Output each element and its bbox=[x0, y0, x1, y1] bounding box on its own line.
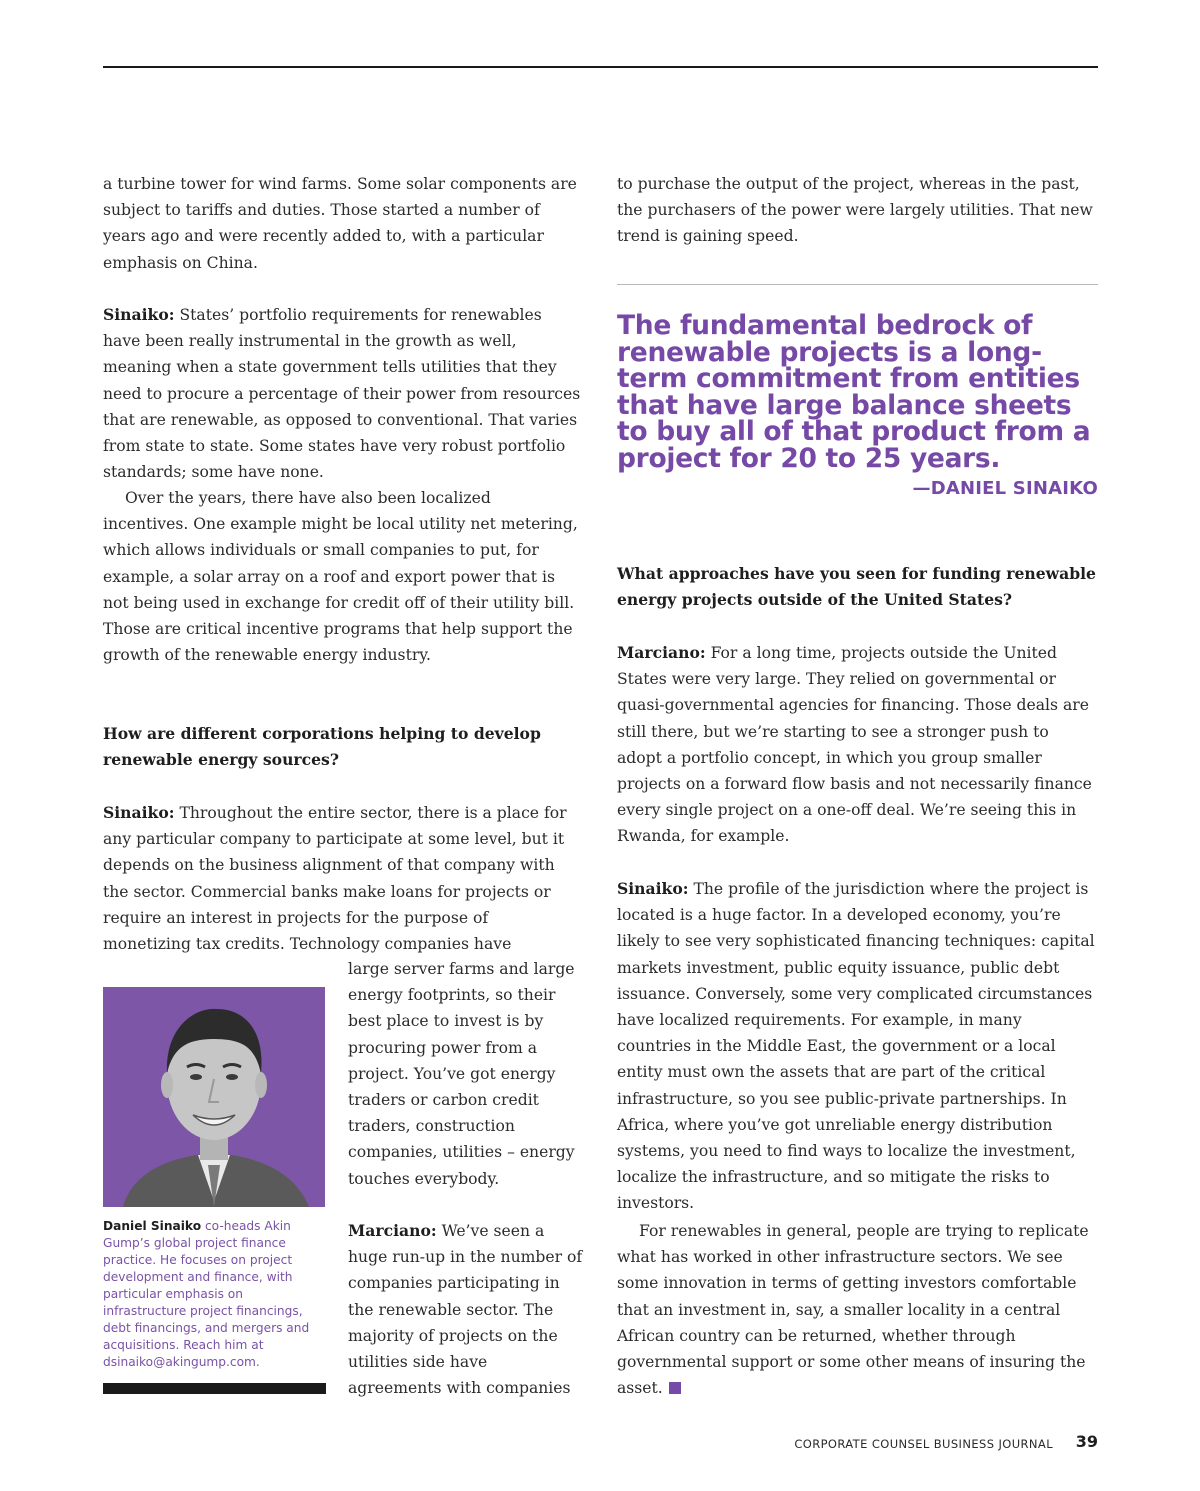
publication-name: CORPORATE COUNSEL BUSINESS JOURNAL bbox=[794, 1437, 1053, 1451]
pullquote-rule bbox=[617, 284, 1098, 285]
paragraph-marciano-outside-us: Marciano: For a long time, projects outside the United States were very large. They relied on governmental or quasi-governmental agencies for financing. Those deals are still there, but we’re starting to see a stronger push to adopt a portfolio concept, in which you group smaller projects on a forward flow basis and not necessarily finance every single project on a one-off deal. We’re seeing this in Rwanda, for example. bbox=[617, 643, 1092, 846]
paragraph-turbine: a turbine tower for wind farms. Some solar components are subject to tariffs and duties. Those started a number of years ago and were recently added to, with a particular emphasis on China. bbox=[103, 175, 577, 272]
question-outside-us: What approaches have you seen for funding renewable energy projects outside of the United States? bbox=[617, 564, 1096, 610]
caption-bar bbox=[103, 1383, 326, 1394]
paragraph-renewables-general: For renewables in general, people are trying to replicate what has worked in other infrastructure sectors. We see some innovation in terms of getting investors comfortable that an investment in, say, a smaller locality in a central African country can be returned, whether through governmental support or some other means of insuring the asset. bbox=[617, 1222, 1089, 1398]
photo-caption bbox=[103, 1218, 325, 1371]
paragraph-localized-incentives: Over the years, there have also been localized incentives. One example might be local utility net metering, which allows individuals or small companies to put, for example, a solar array on a roof and export power that is not being used in exchange for credit off of their utility bill. Those are critical incentive programs that help support the growth of the renewable energy industry. bbox=[103, 489, 578, 665]
paragraph-marciano-runup: Marciano: We’ve seen a huge run-up in the number of companies participating in the renewable sector. The majority of projects on the utilities side have agreements with companies bbox=[348, 1221, 583, 1398]
speaker-label: Sinaiko: bbox=[103, 803, 175, 822]
portrait-illustration bbox=[103, 987, 325, 1207]
end-mark bbox=[669, 1382, 681, 1394]
paragraph-sinaiko-sector: Sinaiko: Throughout the entire sector, there is a place for any particular company to participate at some level, but it depends on the business alignment of that company with the sector. Commercial banks make loans for projects or require an interest in projects for the purpose of monetizing tax credits. Technology companies have bbox=[103, 803, 567, 954]
paragraph-purchasers: to purchase the output of the project, whereas in the past, the purchasers of the power were largely utilities. That new trend is gaining speed. bbox=[617, 175, 1093, 246]
caption-name: Daniel Sinaiko bbox=[103, 1219, 202, 1233]
question-corporations: How are different corporations helping to develop renewable energy sources? bbox=[103, 724, 541, 770]
paragraph-sinaiko-jurisdiction: Sinaiko: The profile of the jurisdiction where the project is located is a huge factor. In a developed economy, you’re likely to see very sophisticated financing techniques: capital markets investment, public equity issuance, public debt issuance. Conversely, some very complicated circumstances have localized requirements. For example, in many countries in the Middle East, the government or a local entity must own the assets that are part of the critical infrastructure, so you see public-private partnerships. In Africa, where you’ve got unreliable energy distribution systems, you need to find ways to localize the investment, localize the infrastructure, and so mitigate the risks to investors. bbox=[617, 879, 1095, 1213]
pull-quote: The fundamental bedrock of renewable projects is a long-term commitment from entities that have large balance sheets to buy all of that product from a project for 20 to 25 years. bbox=[617, 310, 1091, 474]
pull-quote-attribution: —DANIEL SINAIKO bbox=[912, 478, 1098, 499]
speaker-label: Sinaiko: bbox=[617, 879, 689, 898]
paragraph-sinaiko-sector-continued: large server farms and large energy footprints, so their best place to invest is by procuring power from a project. You’ve got energy traders or carbon credit traders, construction companies, utilities – energy touches everybody. bbox=[348, 960, 575, 1188]
speaker-label: Marciano: bbox=[617, 643, 706, 662]
speaker-label: Marciano: bbox=[348, 1221, 437, 1240]
top-rule bbox=[103, 66, 1098, 68]
speaker-label: Sinaiko: bbox=[103, 305, 175, 324]
caption-text: co-heads Akin Gump’s global project finance practice. He focuses on project development and finance, with particular emphasis on infrastructure project financings, debt financings, and mergers and acquisitions. Reach him at dsinaiko@akingump.com. bbox=[103, 1219, 310, 1369]
paragraph-sinaiko-portfolio: Sinaiko: States’ portfolio requirements for renewables have been really instrumental in the growth as well, meaning when a state government tells utilities that they need to procure a percentage of their power from resources that are renewable, as opposed to conventional. That varies from state to state. Some states have very robust portfolio standards; some have none. bbox=[103, 305, 581, 482]
portrait-photo bbox=[103, 987, 325, 1207]
page-number: 39 bbox=[1075, 1432, 1098, 1451]
